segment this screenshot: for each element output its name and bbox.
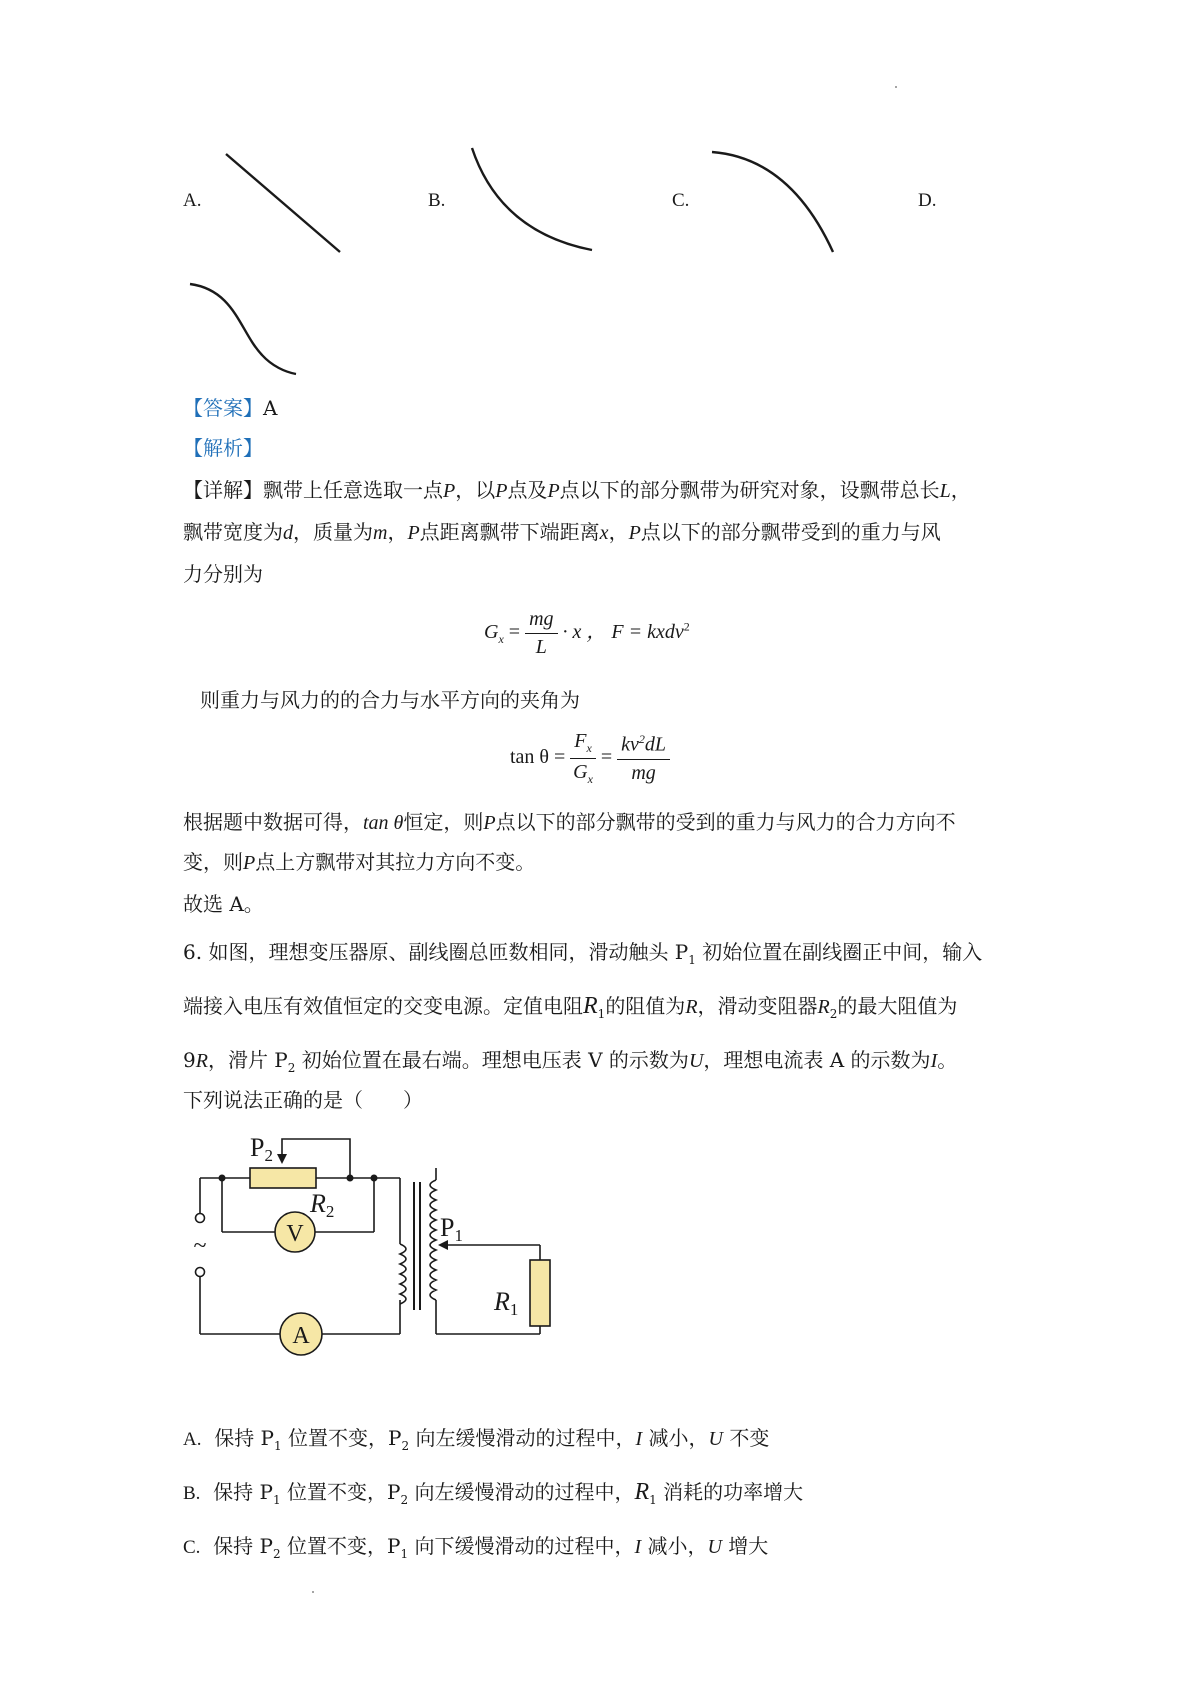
label-r1: R1 [494, 1287, 519, 1319]
var-u: U [707, 1536, 722, 1558]
text: 变，则 [183, 850, 243, 874]
text: ，理想电流表 A 的示数为 [703, 1048, 931, 1072]
text: 。 [937, 1048, 958, 1072]
sup: 2 [638, 732, 645, 747]
var-p: P [483, 812, 496, 834]
text: 下列说法正确的是（ ） [183, 1088, 423, 1112]
text: 力分别为 [183, 562, 263, 586]
text: 向下缓慢滑动的过程中， [408, 1534, 635, 1558]
text: 点以下的部分飘带为研究对象，设飘带总长 [559, 478, 940, 502]
dl: dL [644, 733, 667, 756]
var-r1: R [634, 1479, 650, 1505]
var-i: I [930, 1050, 938, 1072]
text: ， [387, 520, 408, 544]
sub: 1 [272, 1493, 281, 1507]
text: 端接入电压有效值恒定的交变电源。定值电阻 [183, 994, 583, 1018]
var-p: P [407, 522, 420, 544]
text: 故选 A。 [183, 892, 264, 916]
choice-letter: A. [183, 1429, 202, 1450]
text: ，滑片 P [207, 1048, 288, 1072]
var-d: d [283, 522, 293, 544]
f: F [574, 730, 587, 752]
var-p: P [547, 480, 560, 502]
text: 点以下的部分飘带受到的重力与风 [640, 520, 941, 544]
formula-f: F = kxdv [611, 621, 684, 644]
text: 保持 P [213, 1480, 273, 1504]
text: 点及 [507, 478, 548, 502]
var-r2: R [817, 996, 830, 1018]
formula-tan: tan θ = [510, 746, 566, 769]
sub: 2 [401, 1439, 410, 1453]
resistor-r2 [250, 1168, 316, 1188]
frac-num: mg [525, 608, 557, 634]
curve-option-b-label: B. [428, 190, 446, 211]
g: G [573, 761, 588, 783]
text: 增大 [721, 1534, 769, 1558]
text: ，滑动变阻器 [697, 994, 818, 1018]
var-r: R [685, 996, 698, 1018]
var-p: P [443, 480, 456, 502]
formula-eq: = [600, 746, 613, 769]
formula-g: G [484, 621, 499, 644]
label-r2: R2 [310, 1189, 335, 1221]
text: ，以 [455, 478, 496, 502]
curve-option-d-label: D. [918, 190, 937, 211]
text: ， [950, 478, 971, 502]
choice-letter: C. [183, 1537, 201, 1558]
text: 则重力与风力的的合力与水平方向的夹角为 [200, 688, 580, 712]
text: 位置不变，P [281, 1426, 402, 1450]
sub: 1 [688, 953, 696, 967]
var-u: U [708, 1428, 723, 1450]
choice-b[interactable] [183, 1478, 803, 1514]
var-p: P [628, 522, 641, 544]
var-i: I [634, 1536, 642, 1558]
var-r: R [195, 1050, 208, 1072]
answer-value: A [263, 396, 278, 420]
text: 位置不变，P [280, 1534, 401, 1558]
analysis-tag: 【解析】 [183, 436, 263, 460]
text: 保持 P [213, 1534, 273, 1558]
frac-den: L [535, 636, 547, 658]
ac-source-icon: ~ [193, 1233, 207, 1259]
text: 点距离飘带下端距离 [419, 520, 600, 544]
var-p: P [495, 480, 508, 502]
var-m: m [373, 522, 388, 544]
formula-f-sup: 2 [683, 619, 690, 634]
text: 根据题中数据可得， [183, 810, 363, 834]
ac-terminal-bottom [196, 1268, 205, 1277]
text: 初始位置在副线圈正中间，输入 [695, 940, 983, 964]
var-u: U [688, 1050, 704, 1072]
text: 的最大阻值为 [837, 994, 958, 1018]
choice-letter: B. [183, 1483, 201, 1504]
formula-g-sub: x [498, 632, 504, 647]
p2-arrow-icon [277, 1154, 287, 1164]
text: 消耗的功率增大 [656, 1480, 804, 1504]
page-dot-bottom [312, 1591, 314, 1593]
frac-den: mg [631, 761, 656, 784]
curve-option-a-label: A. [183, 190, 202, 211]
text: 保持 P [214, 1426, 275, 1450]
resistor-r1 [530, 1260, 550, 1326]
detail-tag: 【详解】 [183, 478, 263, 502]
formula-eq: = [508, 621, 521, 644]
text: 恒定，则 [403, 810, 484, 834]
sub: 2 [287, 1061, 296, 1075]
text: 减小， [641, 1534, 708, 1558]
text: 不变 [722, 1426, 770, 1450]
label-v: V [286, 1221, 304, 1247]
text: 向左缓慢滑动的过程中， [408, 1480, 635, 1504]
sub: 1 [649, 1493, 657, 1507]
text: 初始位置在最右端。理想电压表 V 的示数为 [295, 1048, 689, 1072]
text: 向左缓慢滑动的过程中， [409, 1426, 636, 1450]
choice-c[interactable] [183, 1532, 768, 1568]
curve-option-c-label: C. [672, 190, 690, 211]
text: ， [608, 520, 629, 544]
text: 飘带宽度为 [183, 520, 283, 544]
var-r1: R [583, 993, 598, 1019]
formula-tail: · x ， [562, 621, 607, 644]
tan-theta: tan θ [363, 812, 404, 834]
answer-tag: 【答案】 [183, 396, 263, 420]
kv: kv [621, 733, 639, 756]
text: 6. 如图，理想变压器原、副线圈总匝数相同，滑动触头 P [183, 940, 689, 964]
text: 9 [183, 1048, 196, 1072]
var-p: P [243, 852, 256, 874]
choice-a[interactable] [183, 1424, 769, 1460]
var-l: L [939, 480, 951, 502]
text: ，质量为 [293, 520, 373, 544]
text: 点以下的部分飘带的受到的重力与风力的合力方向不 [495, 810, 956, 834]
var-x: x [599, 522, 609, 544]
sub: x [586, 741, 592, 755]
ac-terminal-top [196, 1214, 205, 1223]
text: 减小， [642, 1426, 709, 1450]
sub: 1 [400, 1547, 409, 1561]
sub: 2 [829, 1007, 838, 1021]
sub: 1 [597, 1007, 606, 1021]
label-p2: P2 [250, 1133, 273, 1165]
text: 飘带上任意选取一点 [263, 478, 443, 502]
sub: x [587, 772, 593, 786]
sub: 2 [400, 1493, 409, 1507]
text: 点上方飘带对其拉力方向不变。 [255, 850, 536, 874]
text: 位置不变，P [280, 1480, 401, 1504]
sub: 2 [272, 1547, 281, 1561]
label-p1: P1 [440, 1213, 463, 1245]
sub: 1 [274, 1439, 282, 1453]
var-i: I [635, 1428, 643, 1450]
text: 的阻值为 [605, 994, 686, 1018]
label-a: A [292, 1323, 310, 1349]
